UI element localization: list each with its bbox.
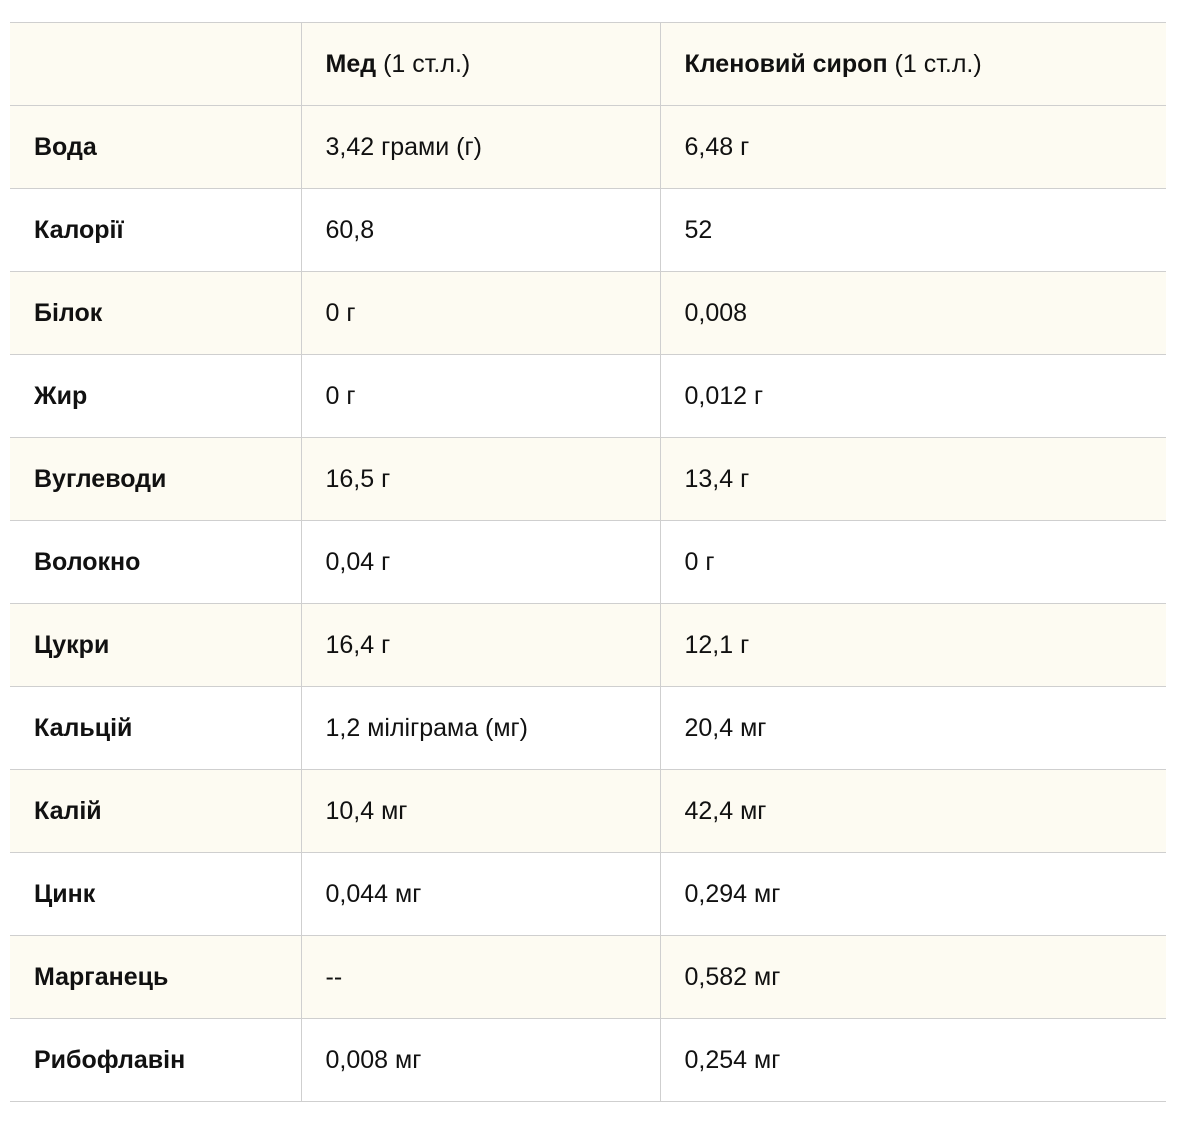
row-label: Жир [10, 355, 301, 438]
row-label: Вода [10, 106, 301, 189]
honey-column-unit: (1 ст.л.) [383, 49, 471, 78]
table-row [10, 936, 1166, 1019]
honey-value: 16,5 г [301, 438, 660, 521]
honey-value: 16,4 г [301, 604, 660, 687]
row-label: Цукри [10, 604, 301, 687]
honey-value: 60,8 [301, 189, 660, 272]
maple-value: 0,582 мг [660, 936, 1166, 1019]
maple-value: 6,48 г [660, 106, 1166, 189]
honey-value: -- [301, 936, 660, 1019]
table-row [10, 521, 1166, 604]
maple-value: 12,1 г [660, 604, 1166, 687]
honey-value: 10,4 мг [301, 770, 660, 853]
honey-value: 0 г [301, 272, 660, 355]
maple-column-unit: (1 ст.л.) [894, 49, 982, 78]
table-row [10, 770, 1166, 853]
row-label: Цинк [10, 853, 301, 936]
row-label: Білок [10, 272, 301, 355]
maple-column-title: Кленовий сироп [684, 49, 888, 78]
maple-value: 0,254 мг [660, 1019, 1166, 1102]
maple-value: 52 [660, 189, 1166, 272]
honey-value: 0,008 мг [301, 1019, 660, 1102]
row-label: Рибофлавін [10, 1019, 301, 1102]
row-label: Волокно [10, 521, 301, 604]
table-row [10, 355, 1166, 438]
header-corner-cell [10, 23, 301, 106]
maple-value: 0 г [660, 521, 1166, 604]
maple-value: 0,008 [660, 272, 1166, 355]
header-honey-cell [301, 23, 660, 106]
honey-column-title: Мед [325, 49, 377, 78]
maple-value: 0,294 мг [660, 853, 1166, 936]
honey-value: 0,04 г [301, 521, 660, 604]
table-row [10, 106, 1166, 189]
honey-value: 0,044 мг [301, 853, 660, 936]
row-label: Калій [10, 770, 301, 853]
table-header-row [10, 23, 1166, 106]
table-row [10, 1019, 1166, 1102]
honey-value: 3,42 грами (г) [301, 106, 660, 189]
nutrition-table-container [10, 22, 1166, 1102]
row-label: Калорії [10, 189, 301, 272]
table-row [10, 853, 1166, 936]
table-row [10, 687, 1166, 770]
table-row [10, 438, 1166, 521]
maple-value: 20,4 мг [660, 687, 1166, 770]
maple-value: 13,4 г [660, 438, 1166, 521]
row-label: Вуглеводи [10, 438, 301, 521]
honey-value: 1,2 міліграма (мг) [301, 687, 660, 770]
honey-value: 0 г [301, 355, 660, 438]
table-row [10, 272, 1166, 355]
row-label: Марганець [10, 936, 301, 1019]
row-label: Кальцій [10, 687, 301, 770]
maple-value: 0,012 г [660, 355, 1166, 438]
table-row [10, 604, 1166, 687]
table-row [10, 189, 1166, 272]
maple-value: 42,4 мг [660, 770, 1166, 853]
nutrition-comparison-table [10, 22, 1166, 1102]
header-maple-cell [660, 23, 1166, 106]
